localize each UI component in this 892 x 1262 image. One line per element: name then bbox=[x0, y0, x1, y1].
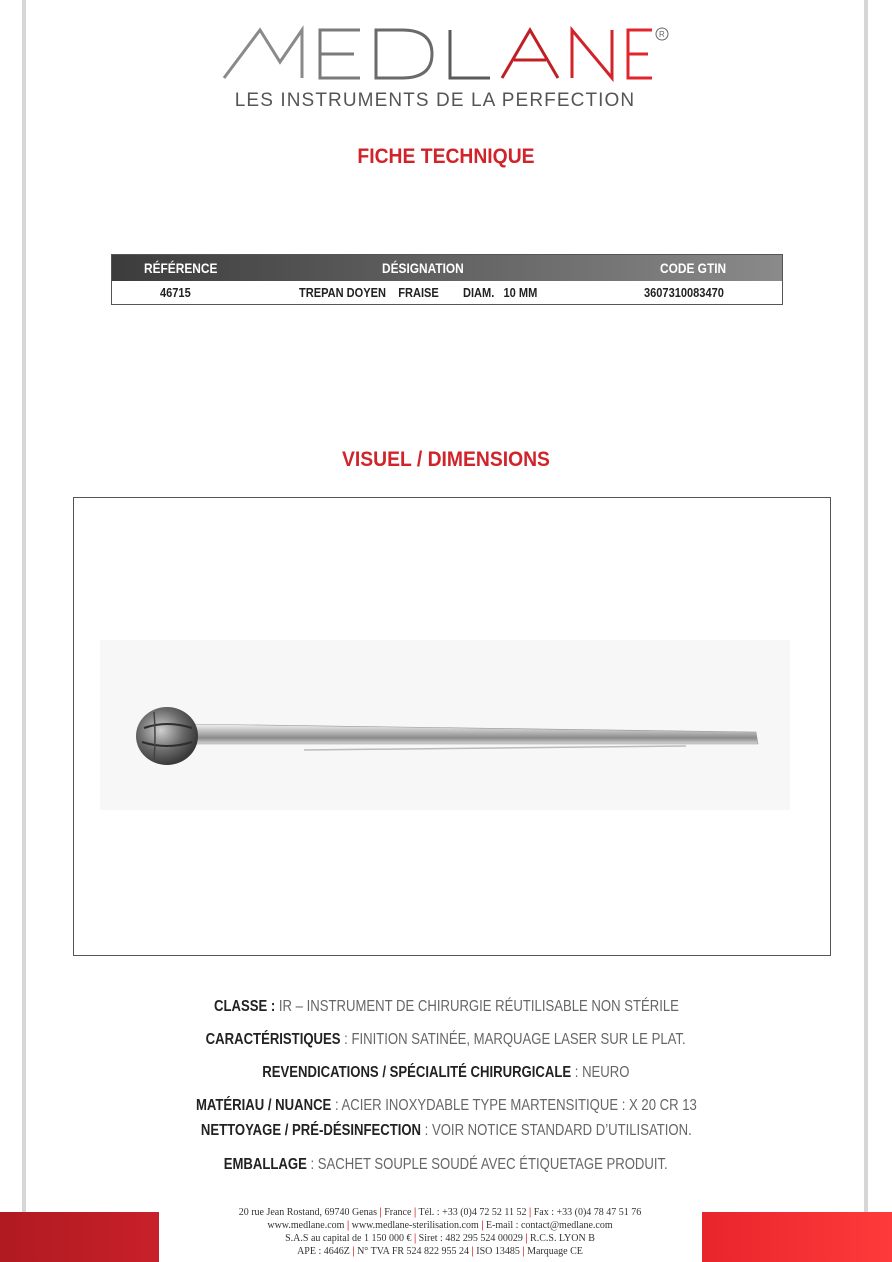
product-visual-box bbox=[73, 497, 831, 956]
spec-value: IR – INSTRUMENT DE CHIRURGIE RÉUTILISABLE NON STÉRILE bbox=[278, 998, 679, 1015]
spec-nettoyage bbox=[0, 1122, 892, 1140]
table-row bbox=[112, 281, 782, 305]
footer-line-4: APE : 4646Z | N° TVA FR 524 822 955 24 | ISO 13485 | Marquage CE bbox=[297, 1246, 583, 1257]
medlane-logo-icon bbox=[220, 22, 680, 92]
spec-value: : FINITION SATINÉE, MARQUAGE LASER SUR LE PLAT. bbox=[340, 1031, 686, 1048]
footer-fax: Fax : +33 (0)4 78 47 51 76 bbox=[533, 1207, 642, 1218]
cell-gtin: 3607310083470 bbox=[644, 285, 724, 300]
spec-caracteristiques bbox=[0, 1031, 892, 1049]
footer-capital: S.A.S au capital de 1 150 000 € bbox=[285, 1233, 412, 1244]
registered-mark: R bbox=[659, 30, 665, 39]
footer-email-link[interactable]: E-mail : contact@medlane.com bbox=[485, 1220, 613, 1231]
spec-emballage bbox=[0, 1156, 892, 1174]
footer-tva: N° TVA FR 524 822 955 24 bbox=[357, 1246, 470, 1257]
cell-reference: 46715 bbox=[160, 285, 191, 300]
reference-table-header bbox=[112, 255, 782, 281]
footer-bar-left bbox=[0, 1212, 159, 1262]
spec-label: MATÉRIAU / NUANCE bbox=[195, 1097, 331, 1114]
footer-sterilisation-link[interactable]: www.medlane-sterilisation.com bbox=[351, 1220, 479, 1231]
spec-materiau bbox=[0, 1097, 892, 1115]
footer-line-3: S.A.S au capital de 1 150 000 € | Siret : 482 295 524 00029 | R.C.S. LYON B bbox=[285, 1233, 595, 1244]
cell-designation-dim: DIAM. 10 MM bbox=[463, 285, 538, 300]
spec-value: : ACIER INOXYDABLE TYPE MARTENSITIQUE : X 20 CR 13 bbox=[330, 1097, 697, 1114]
spec-label: NETTOYAGE / PRÉ-DÉSINFECTION bbox=[200, 1122, 421, 1139]
spec-value: : NEURO bbox=[571, 1064, 630, 1081]
spec-value: : SACHET SOUPLE SOUDÉ AVEC ÉTIQUETAGE PRODUIT. bbox=[307, 1156, 668, 1173]
footer-bar-right bbox=[702, 1212, 892, 1262]
spec-label: EMBALLAGE bbox=[224, 1156, 308, 1173]
footer-ape: APE : 4646Z bbox=[297, 1246, 350, 1257]
header-gtin: CODE GTIN bbox=[660, 260, 727, 276]
footer-line-2: www.medlane.com | www.medlane-sterilisation.com | E-mail : contact@medlane.com bbox=[267, 1220, 613, 1231]
footer-rcs: R.C.S. LYON B bbox=[530, 1233, 595, 1244]
footer-country: France bbox=[384, 1207, 412, 1218]
header-reference: RÉFÉRENCE bbox=[144, 260, 218, 276]
trepan-product-image bbox=[74, 498, 830, 955]
visual-title: VISUEL / DIMENSIONS bbox=[342, 448, 550, 471]
spec-label: CARACTÉRISTIQUES bbox=[206, 1031, 341, 1048]
footer-address-street: 20 rue Jean Rostand, 69740 Genas bbox=[238, 1207, 378, 1218]
footer-line-1: 20 rue Jean Rostand, 69740 Genas | France | Tél. : +33 (0)4 72 52 11 52 | Fax : +33 (0)4 78 47 51 76 bbox=[238, 1207, 642, 1218]
spec-value: : VOIR NOTICE STANDARD D’UTILISATION. bbox=[420, 1122, 692, 1139]
reference-table bbox=[111, 254, 783, 305]
spec-label: REVENDICATIONS / SPÉCIALITÉ CHIRURGICALE bbox=[262, 1064, 572, 1081]
page-title: FICHE TECHNIQUE bbox=[357, 145, 535, 168]
footer-website-link[interactable]: www.medlane.com bbox=[267, 1220, 345, 1231]
footer-siret: Siret : 482 295 524 00029 bbox=[418, 1233, 523, 1244]
footer-ce: Marquage CE bbox=[527, 1246, 583, 1257]
brand-tagline: LES INSTRUMENTS DE LA PERFECTION bbox=[234, 90, 636, 111]
header-designation: DÉSIGNATION bbox=[382, 260, 464, 276]
footer-phone: Tél. : +33 (0)4 72 52 11 52 bbox=[418, 1207, 527, 1218]
spec-classe bbox=[0, 998, 892, 1016]
spec-label: CLASSE : bbox=[213, 998, 279, 1015]
spec-revendications bbox=[0, 1064, 892, 1082]
footer-address bbox=[170, 1206, 710, 1258]
footer-iso: ISO 13485 bbox=[476, 1246, 520, 1257]
cell-designation-name: TREPAN DOYEN FRAISE bbox=[299, 285, 439, 300]
